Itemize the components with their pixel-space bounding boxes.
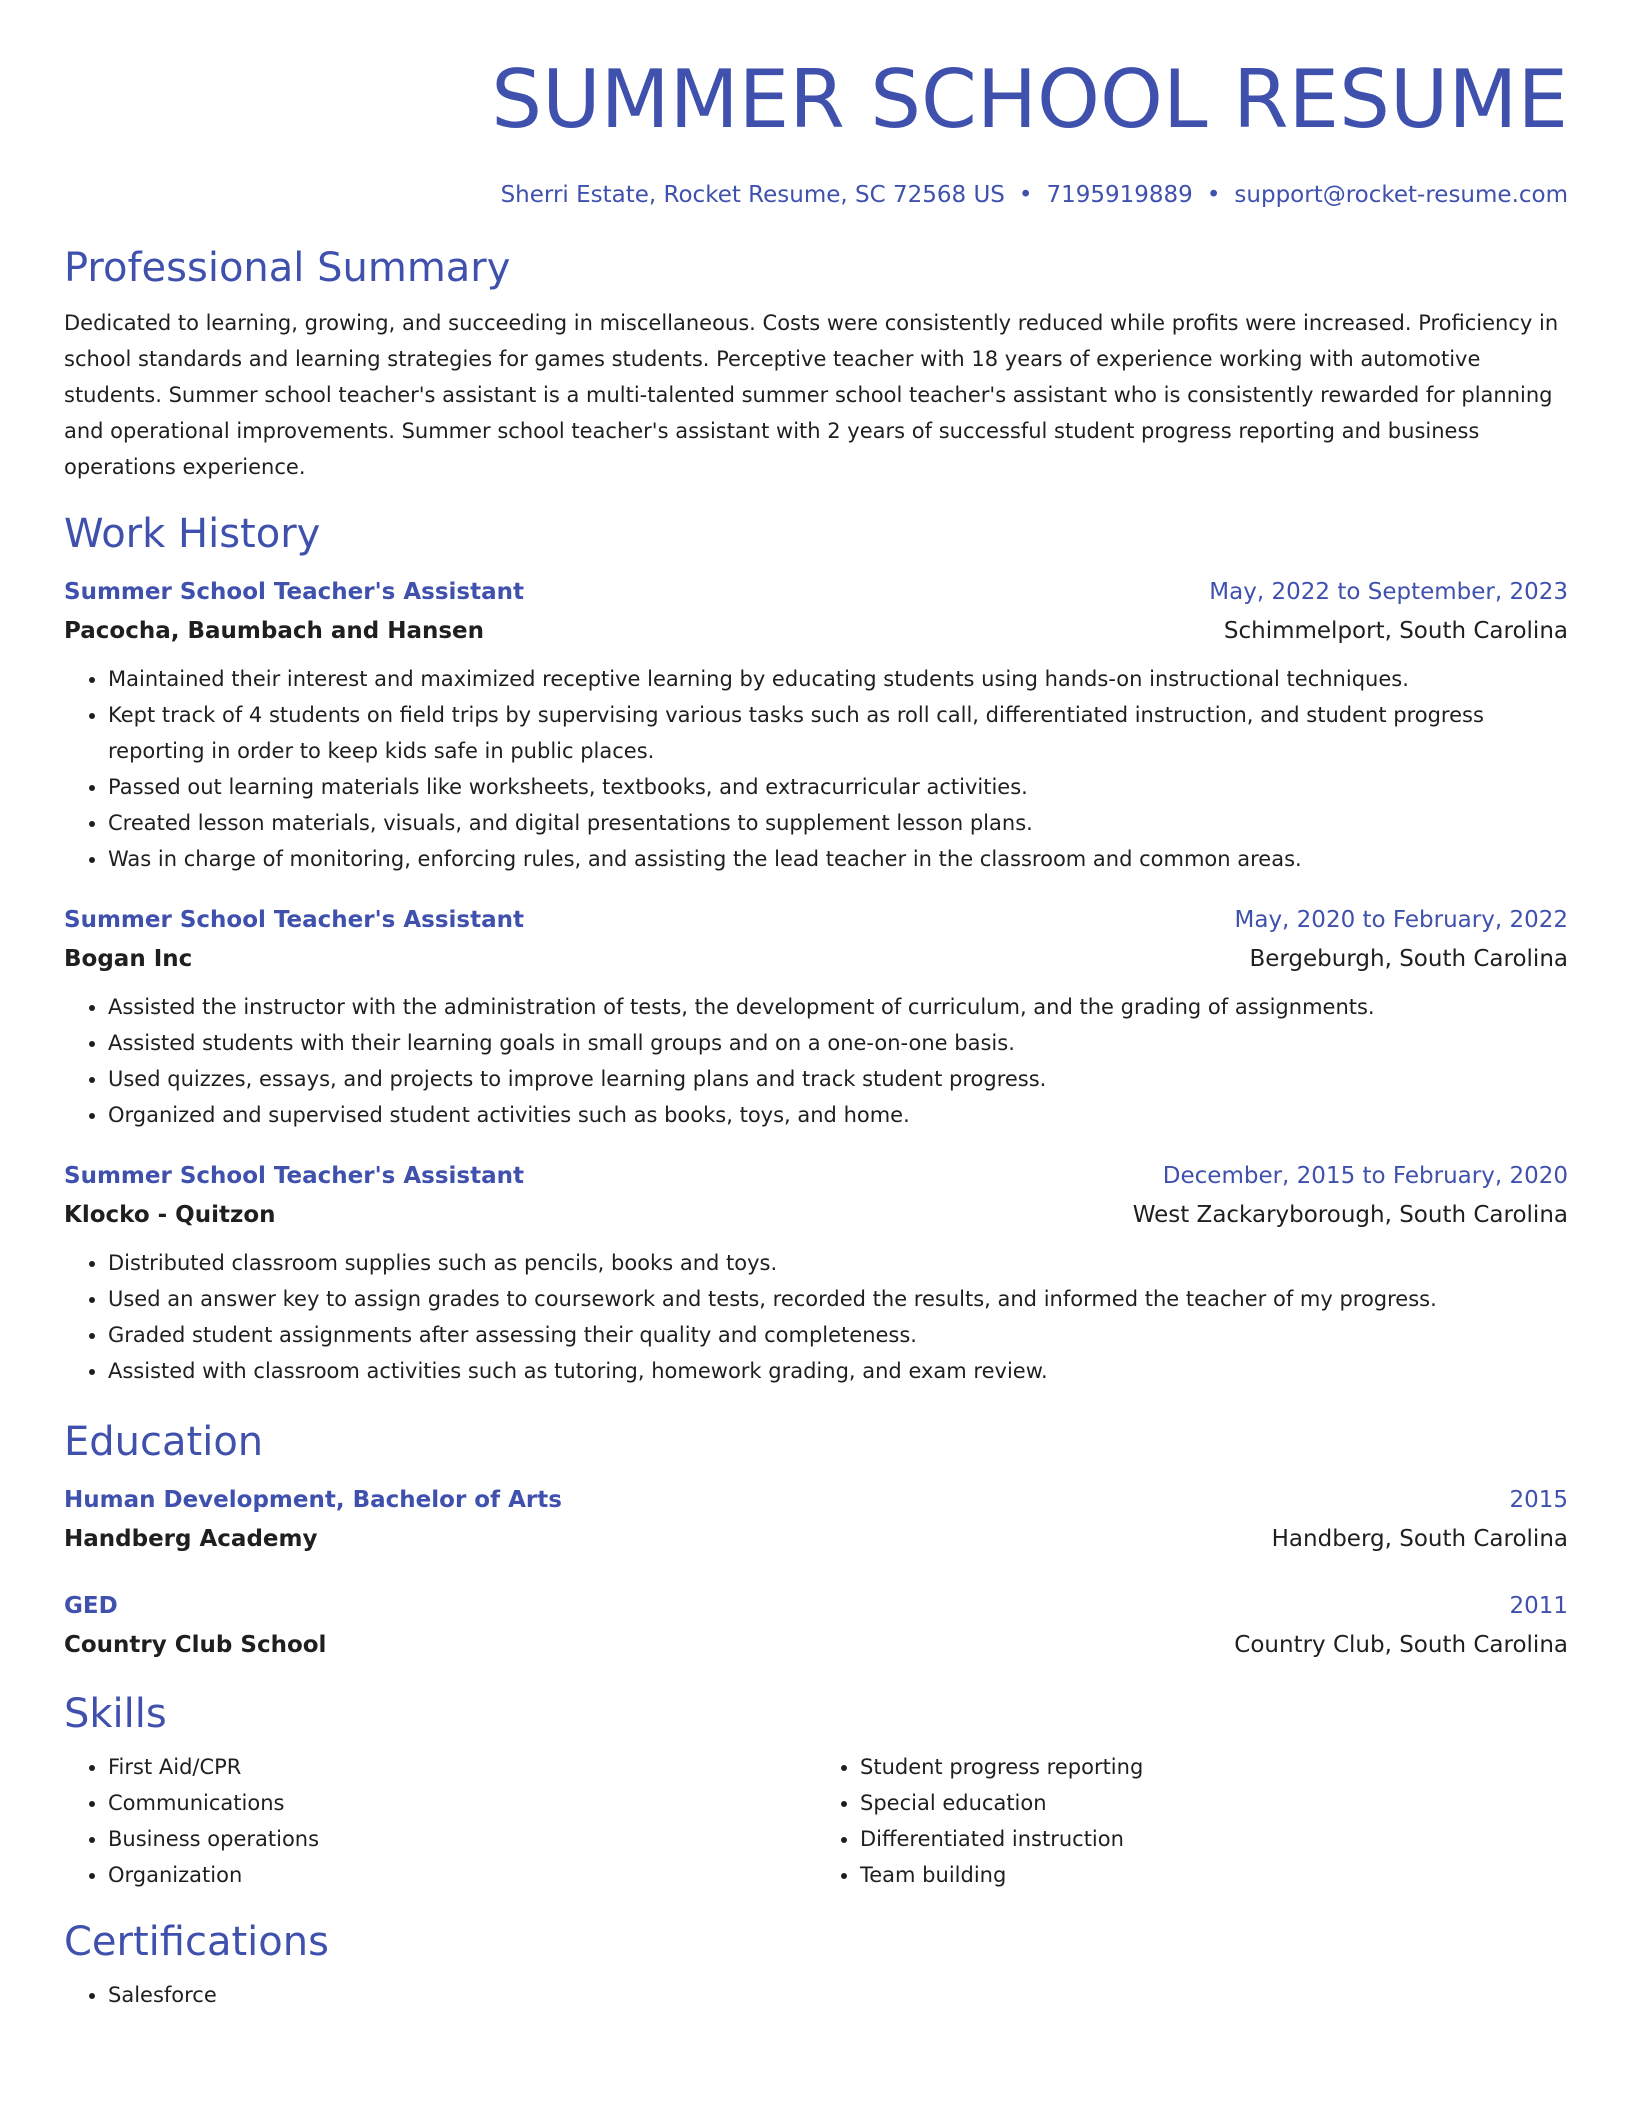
education-degree: GED <box>64 1593 118 1619</box>
job-bullet: • Created lesson materials, visuals, and digital presentations to supplement lesson plans. <box>108 805 1568 841</box>
education-heading: Education <box>64 1419 264 1465</box>
job-bullet: • Maintained their interest and maximized receptive learning by educating students using hands-on instructional techniques. <box>108 661 1568 697</box>
education-degree: Human Development, Bachelor of Arts <box>64 1487 562 1513</box>
job-bullet: • Assisted the instructor with the administration of tests, the development of curriculum, and the grading of assignments. <box>108 989 1568 1025</box>
job-bullet: • Graded student assignments after assessing their quality and completeness. <box>108 1317 1568 1353</box>
skills-list <box>64 1749 816 1893</box>
summary-text: Dedicated to learning, growing, and succeeding in miscellaneous. Costs were consistently reduced while profits were increased. Proficiency in school standards and learning strategies for games students. Perceptive teacher with 18 years of experience working with automotive students. Summer school teacher's assistant is a multi-talented summer school teacher's assistant who is consistently rewarded for planning and operational improvements. Summer school teacher's assistant with 2 years of successful student progress reporting and business operations experience. <box>64 311 1559 479</box>
contact-separator: • <box>1018 182 1033 208</box>
contact-phone: 7195919889 <box>1046 182 1193 208</box>
job-bullets <box>64 989 1568 1133</box>
education-entry <box>64 1481 1568 1559</box>
job-company: Klocko - Quitzon <box>64 1202 276 1228</box>
skills-column-left <box>64 1749 816 1893</box>
job-bullet: • Kept track of 4 students on field trips by supervising various tasks such as roll call, differentiated instruction, and student progress reporting in order to keep kids safe in public places. <box>108 697 1568 769</box>
resume-title: SUMMER SCHOOL RESUME <box>491 53 1568 146</box>
job-entry <box>64 1157 1568 1389</box>
job-bullet: • Distributed classroom supplies such as pencils, books and toys. <box>108 1245 1568 1281</box>
skills-column-right <box>816 1749 1568 1893</box>
job-dates: May, 2022 to September, 2023 <box>1209 579 1568 605</box>
education-school: Handberg Academy <box>64 1526 318 1552</box>
job-entry <box>64 573 1568 877</box>
job-bullet: • Organized and supervised student activities such as books, toys, and home. <box>108 1097 1568 1133</box>
skill-item: • Organization <box>108 1857 816 1893</box>
contact-email[interactable]: support@rocket-resume.com <box>1234 182 1568 208</box>
education-location: Handberg, South Carolina <box>1271 1526 1568 1552</box>
job-location: Schimmelport, South Carolina <box>1223 618 1568 644</box>
job-bullets <box>64 1245 1568 1389</box>
education-location: Country Club, South Carolina <box>1234 1632 1568 1658</box>
job-entry <box>64 901 1568 1133</box>
job-dates: May, 2020 to February, 2022 <box>1234 907 1568 933</box>
job-company: Pacocha, Baumbach and Hansen <box>64 618 485 644</box>
contact-line <box>64 180 1568 210</box>
skills-list <box>816 1749 1568 1893</box>
job-bullet: • Assisted students with their learning goals in small groups and on a one-on-one basis. <box>108 1025 1568 1061</box>
education-year: 2011 <box>1509 1593 1568 1619</box>
skill-item: • Differentiated instruction <box>860 1821 1568 1857</box>
job-title: Summer School Teacher's Assistant <box>64 1163 524 1189</box>
job-company: Bogan Inc <box>64 946 193 972</box>
summary-heading: Professional Summary <box>64 245 511 291</box>
job-bullet: • Was in charge of monitoring, enforcing rules, and assisting the lead teacher in the classroom and common areas. <box>108 841 1568 877</box>
work-history-heading: Work History <box>64 511 321 557</box>
skills-heading: Skills <box>64 1691 167 1737</box>
certifications-heading: Certifications <box>64 1919 329 1965</box>
job-location: West Zackaryborough, South Carolina <box>1132 1202 1568 1228</box>
job-dates: December, 2015 to February, 2020 <box>1162 1163 1568 1189</box>
job-bullet: • Assisted with classroom activities such as tutoring, homework grading, and exam review. <box>108 1353 1568 1389</box>
skill-item: • Special education <box>860 1785 1568 1821</box>
education-year: 2015 <box>1509 1487 1568 1513</box>
skill-item: • Business operations <box>108 1821 816 1857</box>
job-location: Bergeburgh, South Carolina <box>1249 946 1568 972</box>
job-bullet: • Passed out learning materials like worksheets, textbooks, and extracurricular activities. <box>108 769 1568 805</box>
job-title: Summer School Teacher's Assistant <box>64 579 524 605</box>
job-bullet: • Used quizzes, essays, and projects to improve learning plans and track student progress. <box>108 1061 1568 1097</box>
education-entry <box>64 1587 1568 1665</box>
certifications-list <box>64 1977 1568 2013</box>
contact-separator: • <box>1206 182 1221 208</box>
skill-item: • First Aid/CPR <box>108 1749 816 1785</box>
skill-item: • Student progress reporting <box>860 1749 1568 1785</box>
skills-grid <box>64 1749 1568 1893</box>
skill-item: • Communications <box>108 1785 816 1821</box>
job-bullets <box>64 661 1568 877</box>
job-title: Summer School Teacher's Assistant <box>64 907 524 933</box>
education-school: Country Club School <box>64 1632 327 1658</box>
certification-item: • Salesforce <box>108 1977 1568 2013</box>
skill-item: • Team building <box>860 1857 1568 1893</box>
contact-address: Sherri Estate, Rocket Resume, SC 72568 US <box>500 182 1005 208</box>
job-bullet: • Used an answer key to assign grades to coursework and tests, recorded the results, and informed the teacher of my progress. <box>108 1281 1568 1317</box>
